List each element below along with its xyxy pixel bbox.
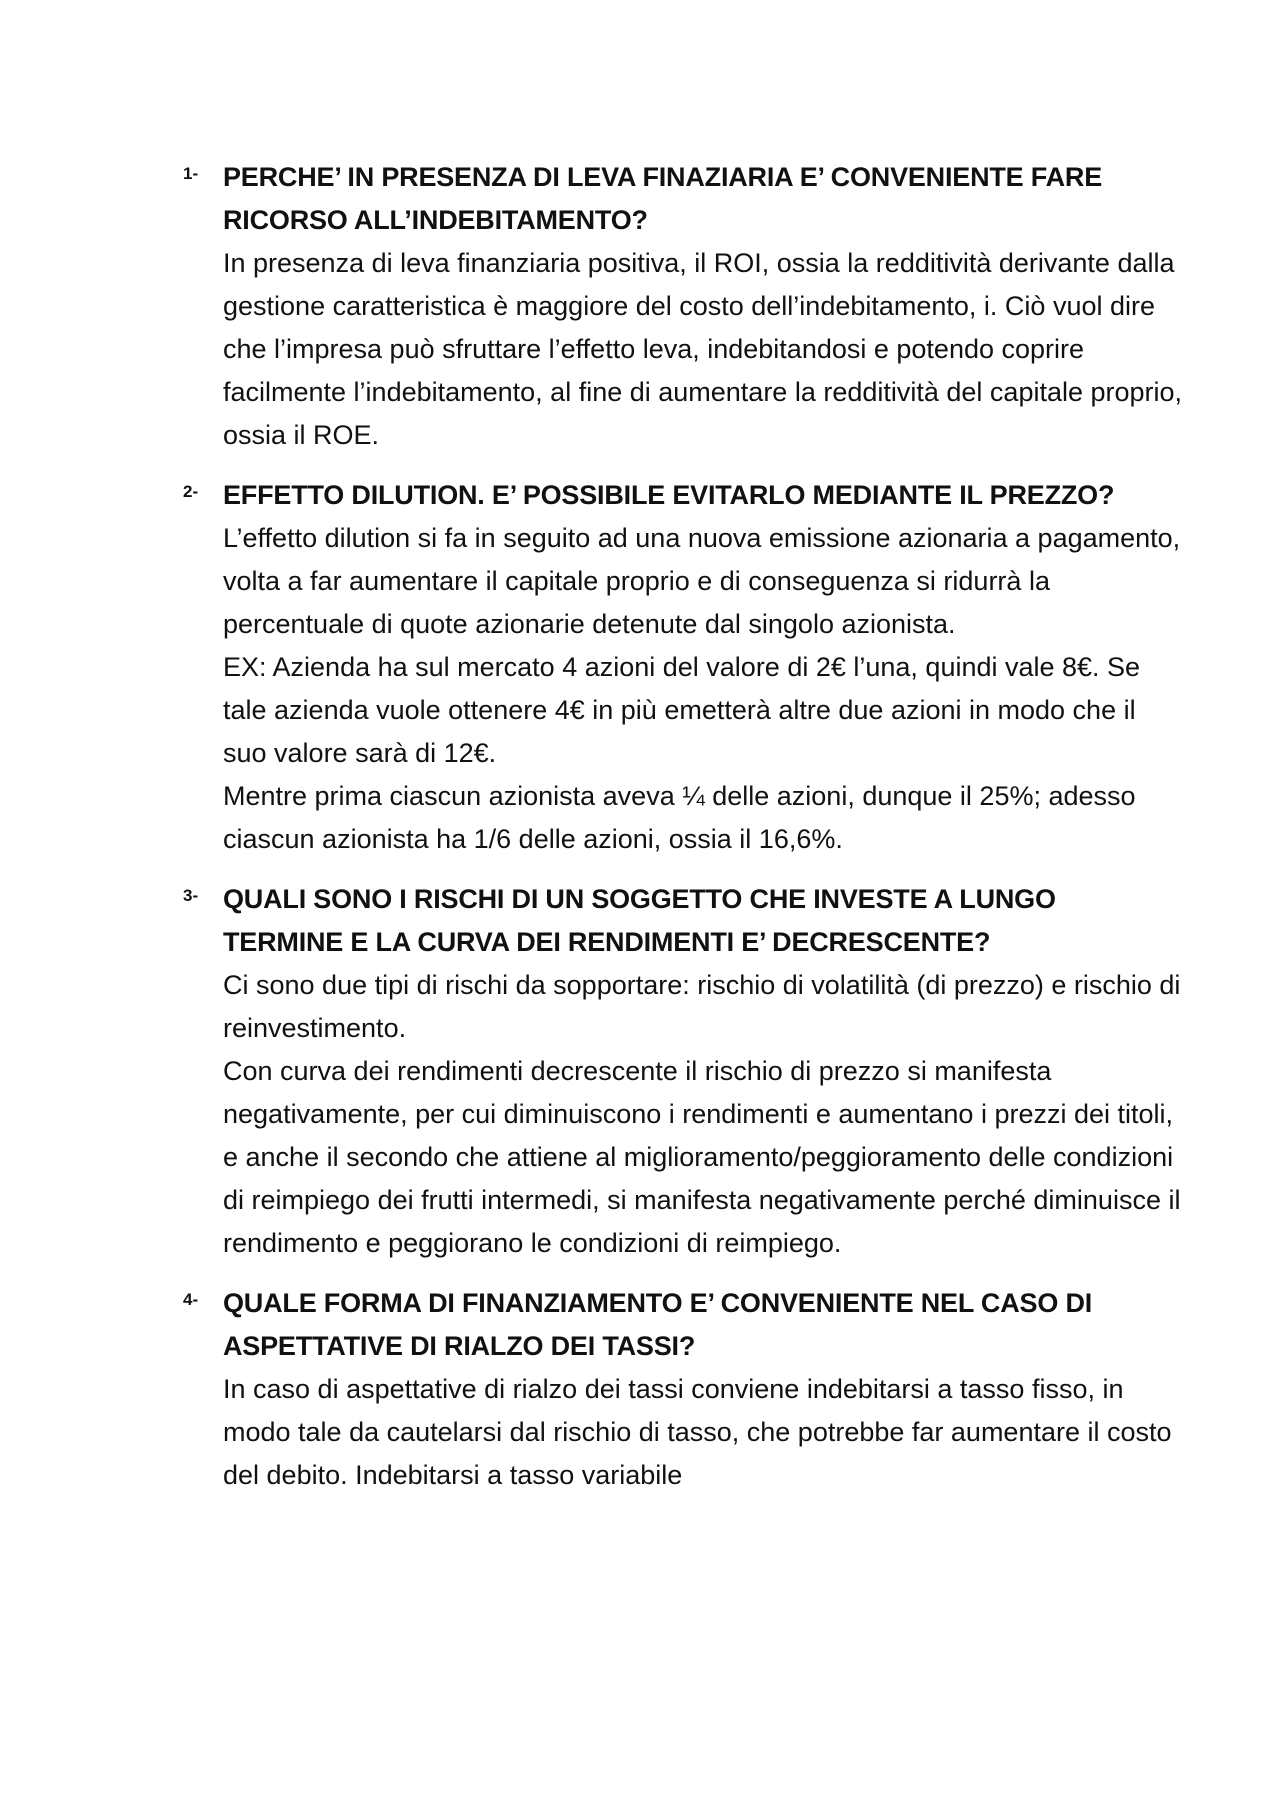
answer-paragraph: EX: Azienda ha sul mercato 4 azioni del valore di 2€ l’una, quindi vale 8€. Se tale azienda vuole ottenere 4€ in più emetterà altre due azioni in modo che il suo valore sarà di 12€. — [223, 652, 1141, 768]
answer — [223, 964, 1183, 1265]
answer-paragraph: In presenza di leva finanziaria positiva, il ROI, ossia la redditività derivante dalla gestione caratteristica è maggiore del costo dell’indebitamento, i. Ciò vuol dire che l’impresa può sfruttare l’effetto leva, indebitandosi e potendo coprire facilmente l’indebitamento, al fine di aumentare la redditività del capitale proprio, ossia il ROE. — [223, 248, 1183, 450]
question-number: 3- — [183, 886, 199, 905]
answer-paragraph: In caso di aspettative di rialzo dei tassi conviene indebitarsi a tasso fisso, in modo tale da cautelarsi dal rischio di tasso, che potrebbe far aumentare il costo del debito. Indebitarsi a tasso variabile — [223, 1374, 1172, 1490]
qa-list — [183, 156, 1183, 1514]
question-text: QUALE FORMA DI FINANZIAMENTO E’ CONVENIENTE NEL CASO DI ASPETTATIVE DI RIALZO DEI TASSI? — [223, 1288, 1093, 1361]
qa-item-2 — [183, 474, 1183, 861]
question-number: 2- — [183, 482, 199, 501]
answer-paragraph: L’effetto dilution si fa in seguito ad una nuova emissione azionaria a pagamento, volta a far aumentare il capitale proprio e di conseguenza si ridurrà la percentuale di quote azionarie detenute dal singolo azionista. — [223, 523, 1181, 639]
question-text: QUALI SONO I RISCHI DI UN SOGGETTO CHE INVESTE A LUNGO TERMINE E LA CURVA DEI RENDIMENTI E’ DECRESCENTE? — [223, 884, 1056, 957]
question-number: 4- — [183, 1290, 199, 1309]
answer — [223, 517, 1183, 861]
qa-item-1 — [183, 156, 1183, 457]
answer-paragraph: Con curva dei rendimenti decrescente il rischio di prezzo si manifesta negativamente, per cui diminuiscono i rendimenti e aumentano i prezzi dei titoli, e anche il secondo che attiene al miglioramento/peggioramento delle condizioni di reimpiego dei frutti intermedi, si manifesta negativamente perché diminuisce il rendimento e peggiorano le condizioni di reimpiego. — [223, 1056, 1181, 1258]
qa-item-3 — [183, 878, 1183, 1265]
answer — [223, 242, 1183, 457]
question-number: 1- — [183, 164, 199, 183]
qa-item-4 — [183, 1282, 1183, 1497]
answer — [223, 1368, 1183, 1497]
answer-paragraph: Ci sono due tipi di rischi da sopportare: rischio di volatilità (di prezzo) e rischio di reinvestimento. — [223, 970, 1181, 1043]
question-text: PERCHE’ IN PRESENZA DI LEVA FINAZIARIA E’ CONVENIENTE FARE RICORSO ALL’INDEBITAMENTO? — [223, 162, 1103, 235]
answer-paragraph: Mentre prima ciascun azionista aveva ¼ delle azioni, dunque il 25%; adesso ciascun azionista ha 1/6 delle azioni, ossia il 16,6%. — [223, 781, 1136, 854]
question-text: EFFETTO DILUTION. E’ POSSIBILE EVITARLO MEDIANTE IL PREZZO? — [223, 480, 1115, 510]
